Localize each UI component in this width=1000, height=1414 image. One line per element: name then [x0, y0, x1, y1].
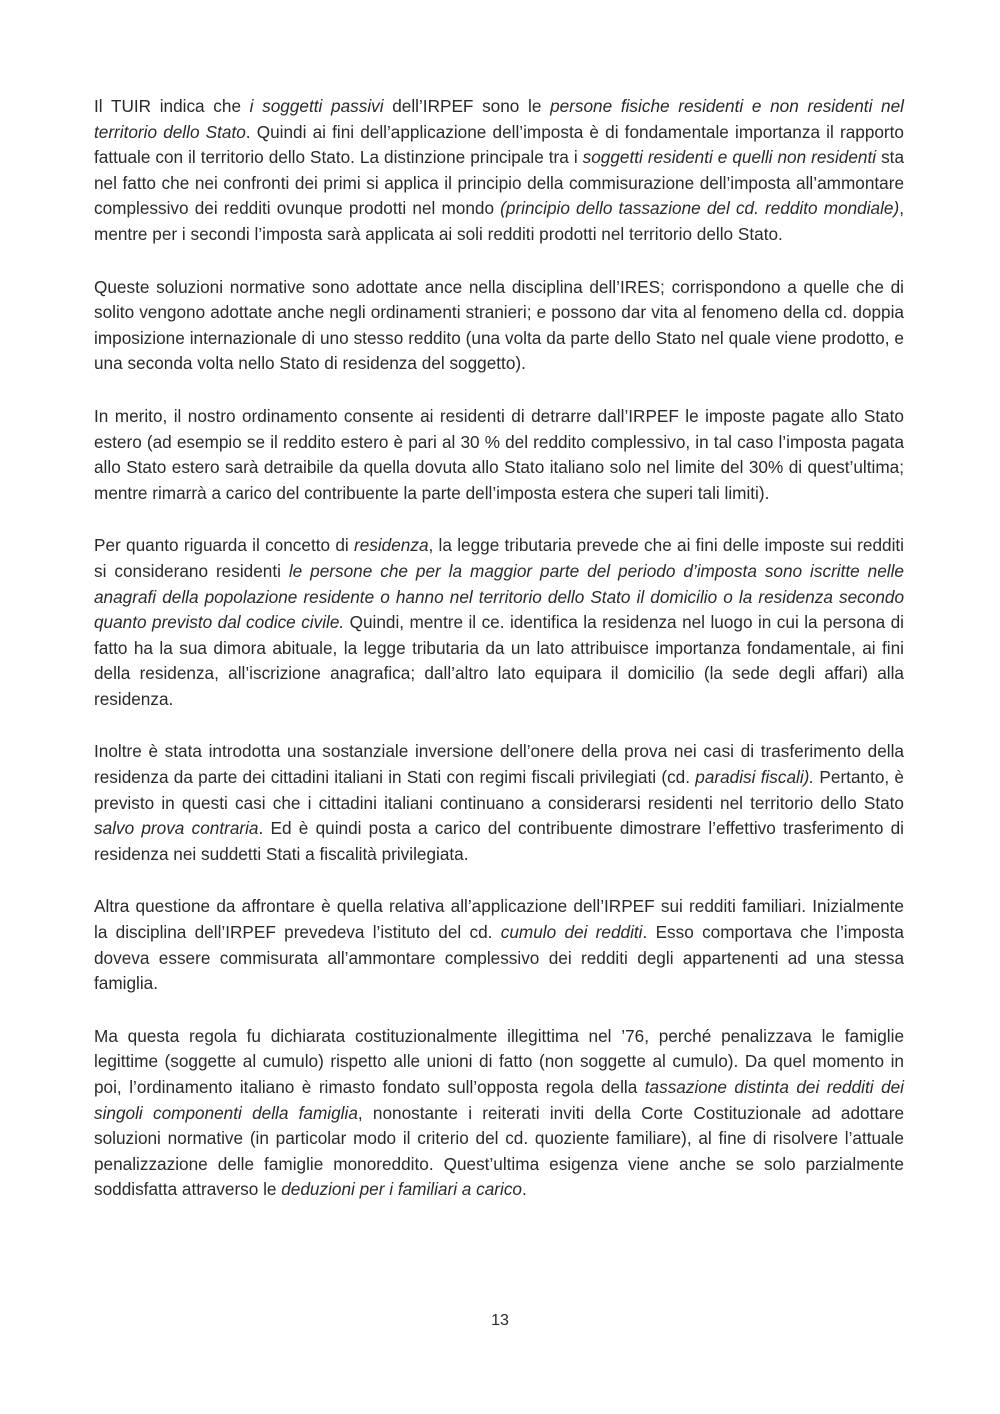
italic-text-run: tassazione distinta dei redditi dei singoli componenti della famiglia: [94, 1077, 905, 1123]
text-run: Quindi, mentre il ce. identifica la residenza nel luogo in cui la persona di fatto ha la sua dimora abituale, la legge tributaria da un lato attribuisce importanza fondamentale, ai fini della residenza, all’iscrizione anagrafica; dall’altro lato equipara il domicilio (la sede degli affari) alla residenza.: [94, 612, 904, 709]
page-number: 13: [491, 1312, 509, 1329]
paragraph: [94, 533, 904, 712]
text-run: Ma questa regola fu dichiarata costituzionalmente illegittima nel ’76, perché penalizzava le famiglie legittime (soggette al cumulo) rispetto alle unioni di fatto (non soggette al cumulo). Da quel momento in poi, l’ordinamento italiano è rimasto fondato sull’opposta regola della: [94, 1025, 904, 1097]
italic-text-run: persone fisiche residenti e non residenti nel territorio dello Stato: [94, 96, 904, 142]
paragraph: [94, 739, 904, 867]
paragraph: [94, 404, 904, 506]
italic-text-run: cumulo dei redditi: [500, 922, 643, 943]
text-run: , la legge tributaria prevede che ai fini delle imposte sui redditi si considerano residenti: [94, 535, 904, 581]
text-run: Il TUIR indica che: [94, 96, 250, 116]
text-run: Inoltre è stata introdotta una sostanziale inversione dell’onere della prova nei casi di trasferimento della residenza da parte dei cittadini italiani in Stati con regimi fiscali privilegiati (cd.: [94, 741, 904, 788]
text-run: . Quindi ai fini dell’applicazione dell’imposta è di fondamentale importanza il rapporto fattuale con il territorio dello Stato. La distinzione principale tra i: [94, 121, 904, 168]
text-run: , nonostante i reiterati inviti della Corte Costituzionale ad adottare soluzioni normative (in particolar modo il criterio del cd. quoziente familiare), al fine di risolvere l’attuale penalizzazione delle famiglie monoreddito. Quest’ultima esigenza viene anche se solo parzialmente soddisfatta attraverso le: [94, 1102, 905, 1200]
paragraph: [94, 1024, 904, 1203]
text-run: Per quanto riguarda il concetto di: [94, 535, 354, 556]
paragraph: [94, 94, 904, 248]
italic-text-run: (principio dello tassazione del cd. reddito mondiale): [500, 198, 900, 219]
paragraph: [94, 894, 904, 996]
italic-text-run: salvo prova contraria: [94, 818, 259, 839]
paragraph: [94, 275, 904, 377]
text-run: . Esso comportava che l’imposta doveva essere commisurata all’ammontare complessivo dei redditi degli appartenenti ad una stessa famiglia.: [94, 922, 904, 994]
italic-text-run: soggetti residenti e quelli non residenti: [582, 147, 877, 168]
document-page: [94, 94, 904, 1230]
italic-text-run: paradisi fiscali).: [695, 767, 815, 788]
italic-text-run: residenza: [353, 535, 429, 556]
text-run: sta nel fatto che nei confronti dei primi si applica il principio della commisurazione dell’imposta all’ammontare complessivo dei redditi ovunque prodotti nel mondo: [94, 147, 905, 219]
text-run: dell’IRPEF sono le: [383, 96, 551, 116]
italic-text-run: i soggetti passivi: [249, 96, 384, 116]
text-run: .: [521, 1179, 527, 1200]
italic-text-run: le persone che per la maggior parte del periodo d’imposta sono iscritte nelle anagrafi della popolazione residente o hanno nel territorio dello Stato il domicilio o la residenza secondo quanto previsto dal codice civile.: [94, 560, 904, 633]
text-run: Pertanto, è previsto in questi casi che i cittadini italiani continuano a considerarsi residenti nel territorio dello Stato: [94, 767, 904, 813]
text-run: . Ed è quindi posta a carico del contribuente dimostrare l’effettivo trasferimento di residenza nei suddetti Stati a fiscalità privilegiata.: [94, 818, 904, 864]
text-run: In merito, il nostro ordinamento consente ai residenti di detrarre dall’IRPEF le imposte pagate allo Stato estero (ad esempio se il reddito estero è pari al 30 % del reddito complessivo, in tal caso l’imposta pagata allo Stato estero sarà detraibile da quella dovuta allo Stato italiano solo nel limite del 30% di quest’ultima; mentre rimarrà a carico del contribuente la parte dell’imposta estera che superi tali limiti).: [94, 405, 904, 503]
text-run: , mentre per i secondi l’imposta sarà applicata ai soli redditi prodotti nel territorio dello Stato.: [94, 198, 904, 244]
text-run: Queste soluzioni normative sono adottate ance nella disciplina dell’IRES; corrispondono a quelle che di solito vengono adottate anche negli ordinamenti stranieri; e possono dar vita al fenomeno della cd. doppia imposizione internazionale di uno stesso reddito (una volta da parte dello Stato nel quale viene prodotto, e una seconda volta nello Stato di residenza del soggetto).: [94, 276, 904, 374]
italic-text-run: deduzioni per i familiari a carico: [281, 1179, 522, 1200]
text-run: Altra questione da affrontare è quella relativa all’applicazione dell’IRPEF sui redditi familiari. Inizialmente la disciplina dell’IRPEF prevedeva l’istituto del cd.: [94, 896, 904, 943]
